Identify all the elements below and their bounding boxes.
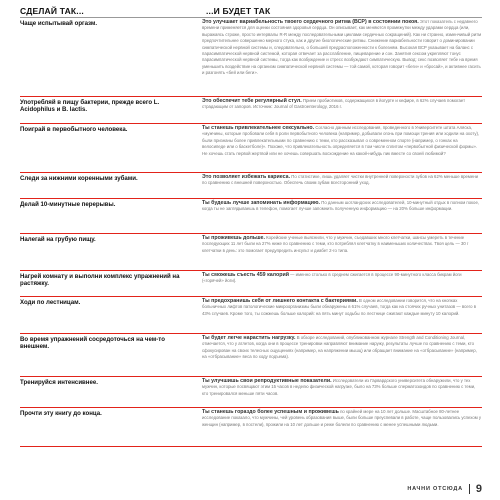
row-action: Тренируйся интенсивнее. xyxy=(20,379,98,386)
row-text: Согласно данным исследования, проведенного в Университете штата Аляска, «мужчины, которые пробовали себя в роли первобытного человека (например, добывали огонь при помощи трения или ходили на охоту), были признаны более привлекательными по сравнению с теми, кто рассказывал о современном спорте (например, о гонках на велосипеде или о баскетболе)». Похоже, что привлекательность определяется в том числе сплитом «первобытной физической формы». Не хочешь стать первой жертвой или не хочешь совершать восхождение на какой-нибудь пик вместе со своей любимой? xyxy=(202,125,480,156)
row-text: По статистике, лишь удаляет чистки внутренней поверхности зубов на 62% меньше времени по сравнению с внешней поверхностью. Обеспечь своим зубам всесторонний уход. xyxy=(202,174,479,186)
row-text: Корейские ученые выяснили, что у мужчин, съедавших много клетчатки, шансы умереть в течение последующих 11 лет были на 27% ниже по сравнению с теми, кто потреблял клетчатку в наименьших количествах. Твоя цель — 30 г клетчатки в день: это помогает предупредить инсульт и диабет 2-го типа. xyxy=(202,235,469,253)
page-footer xyxy=(407,483,482,495)
table-row xyxy=(20,173,482,199)
row-lead: Ты станешь привлекательнее сексуально. xyxy=(202,125,315,131)
table-row xyxy=(20,199,482,234)
row-result xyxy=(202,297,482,333)
row-text: По данным шотландских исследователей, 10-минутный отдых в полном покое, когда ты не заглядываешь в телефон, помогает лучше запомнить полученную информацию — на 20% больше информации. xyxy=(202,200,480,212)
row-result xyxy=(202,18,482,96)
row-action: Употребляй в пищу бактерии, прежде всего L. Acidophilus и B. lactis. xyxy=(20,99,160,114)
row-lead: Ты будешь лучше запоминать информацию. xyxy=(202,200,321,206)
footer-divider xyxy=(469,484,470,494)
row-lead: Ты станешь гораздо более успешным и проживешь xyxy=(202,409,339,415)
row-result xyxy=(202,234,482,270)
row-action: Делай 10-минутные перерывы. xyxy=(20,201,116,208)
header-right: ...И БУДЕТ ТАК xyxy=(206,6,271,16)
row-result xyxy=(202,199,482,233)
row-lead: Это позволяет избежать кариеса. xyxy=(202,174,291,180)
section-name: НАЧНИ ОТСЮДА xyxy=(407,486,463,492)
table-row xyxy=(20,97,482,124)
row-lead: Это обеспечит тебе регулярный стул. xyxy=(202,98,302,104)
table-row xyxy=(20,297,482,334)
row-result xyxy=(202,334,482,376)
row-lead: Ты будет легче нарастить нагрузку. xyxy=(202,335,296,341)
row-action: Поиграй в первобытного человека. xyxy=(20,126,128,133)
row-lead: Ты сможешь съесть 459 калорий xyxy=(202,272,289,278)
row-result xyxy=(202,97,482,123)
table-row xyxy=(20,334,482,377)
row-text: Этот показатель с недавнего времени применяется для оценки состояния здоровья сердца. Он описывает, как меняются промежутки между ударами сердца (или, выражаясь строже, просто интервалы R-R между последовательными циклами сердечных сокращений). Как ни странно, изменчивый ритм предпочтительнее совершенно мерного стука, как и другие биологические ритмы. Снижение вариабельности говорит о доминировании симпатической нервной системы и, следовательно, о большей предрасположенности к болезням. Высокая ВСР указывает на баланс с парасимпатической нервной системой, которая отвечает за расслабление, пищеварение и сон. Занятия сексом укрепляют тонус парасимпатической нервной системы, тогда как возбуждение и стресс возбуждают симпатическую. Вывод: секс позволяет тебе на время уменьшить воздействие на организм симпатической нервной системы — той самой, которая говорит «беги» и «бросай», и активнее гасить и разгонять «бей или беги». xyxy=(202,19,482,76)
row-lead: Это улучшает вариабельность твоего сердечного ритма (ВСР) в состоянии покоя. xyxy=(202,19,419,25)
table-row xyxy=(20,234,482,271)
row-action: Нагрей комнату и выполни комплекс упражнений на растяжку. xyxy=(20,273,180,288)
table-row xyxy=(20,408,482,447)
row-lead: Ты улучшишь свои репродуктивные показатели. xyxy=(202,378,332,384)
row-action: Следи за нижними коренными зубами. xyxy=(20,175,138,182)
row-text: В одном исследовании говорится, что на кнопках больничных лифтов патологические микроорганизмы были обнаружены в 61% случаев, тогда как на стоячих ручных унитазов — всего в 43% случаев. Кроме того, ты сожжешь больше калорий: на пять минут ходьбы по лестнице сжигают каждые минуту 10 калорий. xyxy=(202,298,477,316)
table-row xyxy=(20,271,482,297)
row-text: Исследователи из Гарвардского университета обнаружили, что у тех мужчин, которые посвящают этим 15 часов в неделю физической нагрузке, было на 73% больше сперматозоидов по сравнению с теми, кто тренировался меньше пяти часов. xyxy=(202,378,476,396)
row-text: по крайней мере на 10 лет дольше. Масштабное 80-летнее исследование показало, что мужчины, чей уровень образования выше, были больше преуспевали в работе, чаще пользовались успехом у женщин (например, в постели), прожили на 10 лет дольше и реже болели по сравнению с менее успешными людьми. xyxy=(202,409,482,427)
row-action: Во время упражнений сосредоточься на чем-то внешнем. xyxy=(20,336,165,351)
row-action: Налегай на грубую пищу. xyxy=(20,236,96,243)
row-text: Прием пробиотиков, содержащихся в йогурте и кефире, в 62% случаев помогает страдающим от запоров. Источник: Journal of Gastroenterology, 2016 г. xyxy=(202,98,466,110)
row-action: Чаще испытывай оргазм. xyxy=(20,20,98,27)
row-lead: Ты предохранишь себя от лишнего контакта с бактериями. xyxy=(202,298,358,304)
page-number: 9 xyxy=(475,483,482,495)
row-text: В обзоре исследований, опубликованном журнале Strength and Conditioning Journal, отмечается, что у атлетов, когда они в процессе тренировки направляют внимание наружу, результаты лучше по сравнению с теми, кто сфокусирован на своих телесных ощущениях (например, на напряжении мышц) или обращает внимание на «отбрасывание» (например, на «отбрасывание» веса по ходу подъема). xyxy=(202,335,477,360)
row-result xyxy=(202,408,482,446)
row-text: — именно столько в среднем сжигается в процессе 90-минутного класса бикрам йоги («горячей» йоги). xyxy=(202,272,462,284)
table-header xyxy=(20,6,482,16)
row-action: Прочти эту книгу до конца. xyxy=(20,410,102,417)
header-left: СДЕЛАЙ ТАК... xyxy=(20,6,84,16)
row-result xyxy=(202,377,482,407)
row-result xyxy=(202,271,482,296)
table-row xyxy=(20,124,482,173)
row-action: Ходи по лестницам. xyxy=(20,299,81,306)
table-row xyxy=(20,18,482,97)
row-result xyxy=(202,124,482,172)
table-row xyxy=(20,377,482,408)
row-lead: Ты проживешь дольше. xyxy=(202,235,265,241)
row-result xyxy=(202,173,482,198)
